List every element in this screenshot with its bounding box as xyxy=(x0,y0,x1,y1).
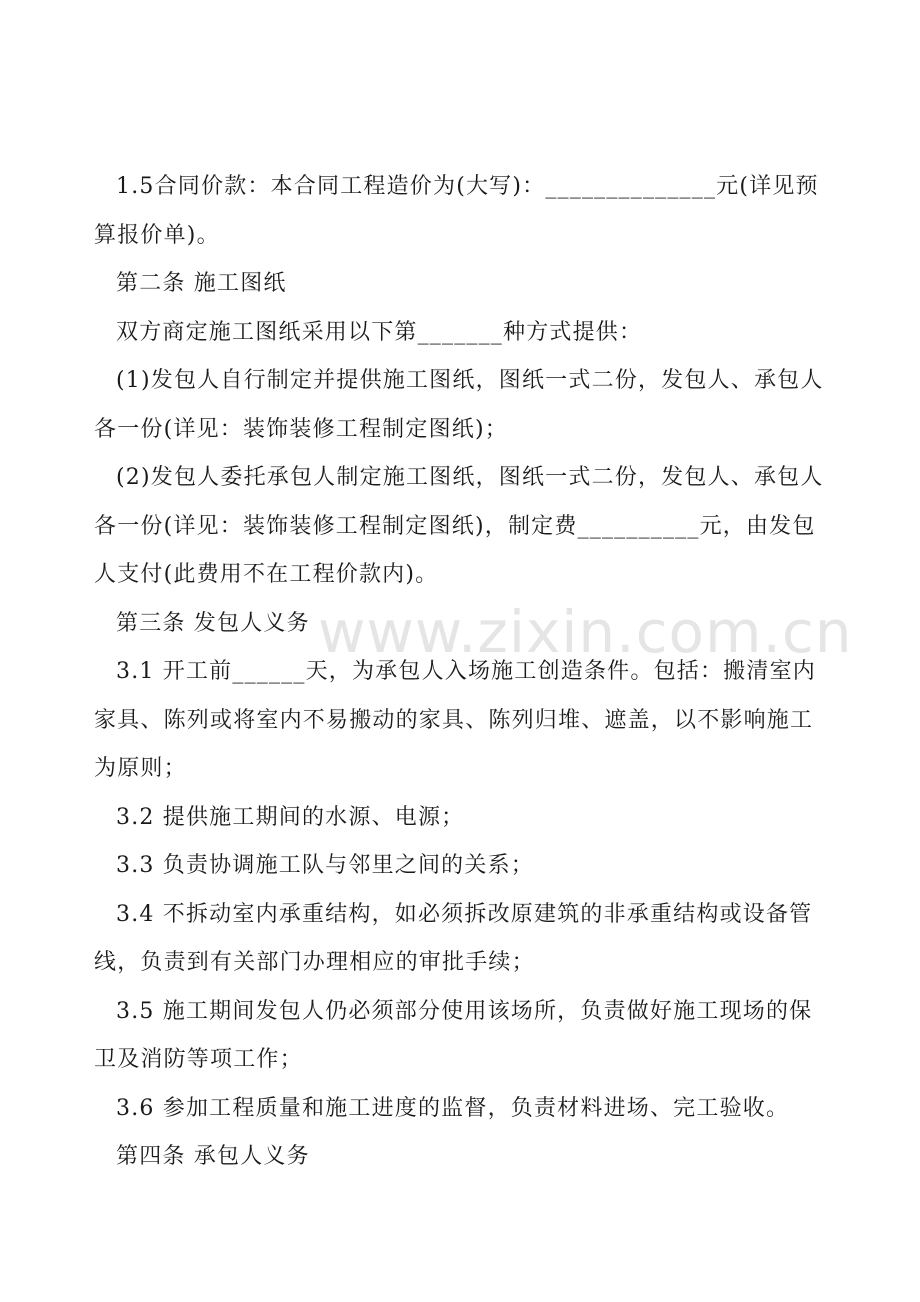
clause-3-2: 3.2 提供施工期间的水源、电源； xyxy=(116,804,465,830)
article-2-option-2: (2)发包人委托承包人制定施工图纸，图纸一式二份，发包人、承包人各一份(详见：装饰装修工程制定图纸)，制定费__________元，由发包人支付(此费用不在工程价款内)。 xyxy=(94,465,824,587)
clause-3-4: 3.4 不拆动室内承重结构，如必须拆改原建筑的非承重结构或设备管线，负责到有关部门办理相应的审批手续； xyxy=(94,901,813,975)
clause-3-3: 3.3 负责协调施工队与邻里之间的关系； xyxy=(116,853,534,878)
document-body xyxy=(94,163,834,1182)
article-2-option-1: (1)发包人自行制定并提供施工图纸，图纸一式二份，发包人、承包人各一份(详见：装饰装修工程制定图纸)； xyxy=(94,368,824,442)
clause-3-1: 3.1 开工前______天，为承包人入场施工创造条件。包括：搬清室内家具、陈列或将室内不易搬动的家具、陈列归堆、遮盖，以不影响施工为原则； xyxy=(94,659,816,781)
article-2-heading: 第二条 施工图纸 xyxy=(116,271,287,296)
article-2-intro: 双方商定施工图纸采用以下第_______种方式提供： xyxy=(116,319,643,345)
clause-3-6: 3.6 参加工程质量和施工进度的监督，负责材料进场、完工验收。 xyxy=(116,1095,790,1121)
article-4-heading: 第四条 承包人义务 xyxy=(116,1144,310,1169)
clause-1-5-contract-price: 1.5合同价款：本合同工程造价为(大写)：______________元(详见预算报价单)。 xyxy=(94,174,819,248)
article-3-heading: 第三条 发包人义务 xyxy=(116,610,310,636)
watermark: www.zixin.com.cn xyxy=(318,598,853,666)
clause-3-5: 3.5 施工期间发包人仍必须部分使用该场所，负责做好施工现场的保卫及消防等项工作； xyxy=(94,998,813,1072)
